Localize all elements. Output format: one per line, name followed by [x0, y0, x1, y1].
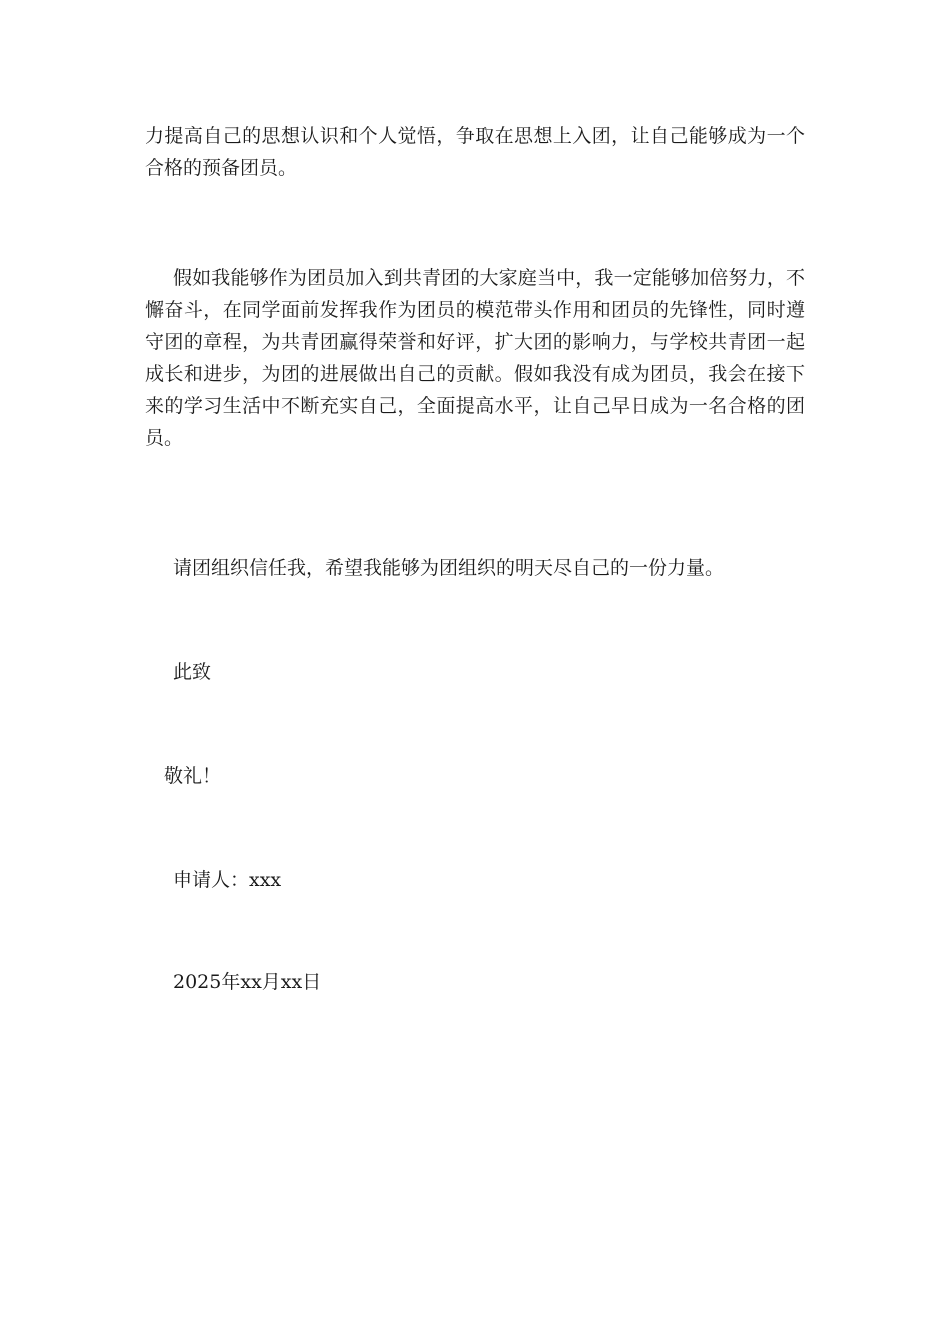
applicant-signature: 申请人：xxx	[173, 869, 282, 891]
paragraph-intro-continuation: 力提高自己的思想认识和个人觉悟，争取在思想上入团，让自己能够成为一个合格的预备团员。	[145, 125, 805, 179]
paragraph-commitment: 假如我能够作为团员加入到共青团的大家庭当中，我一定能够加倍努力，不懈奋斗，在同学面前发挥我作为团员的模范带头作用和团员的先锋性，同时遵守团的章程，为共青团赢得荣誉和好评，扩大团的影响力，与学校共青团一起成长和进步，为团的进展做出自己的贡献。假如我没有成为团员，我会在接下来的学习生活中不断充实自己，全面提高水平，让自己早日成为一名合格的团员。	[145, 267, 805, 449]
application-date: 2025年xx月xx日	[173, 971, 322, 993]
paragraph-request: 请团组织信任我，希望我能够为团组织的明天尽自己的一份力量。	[173, 557, 725, 579]
closing-phrase: 此致	[173, 661, 212, 683]
salute-phrase: 敬礼！	[164, 765, 222, 787]
